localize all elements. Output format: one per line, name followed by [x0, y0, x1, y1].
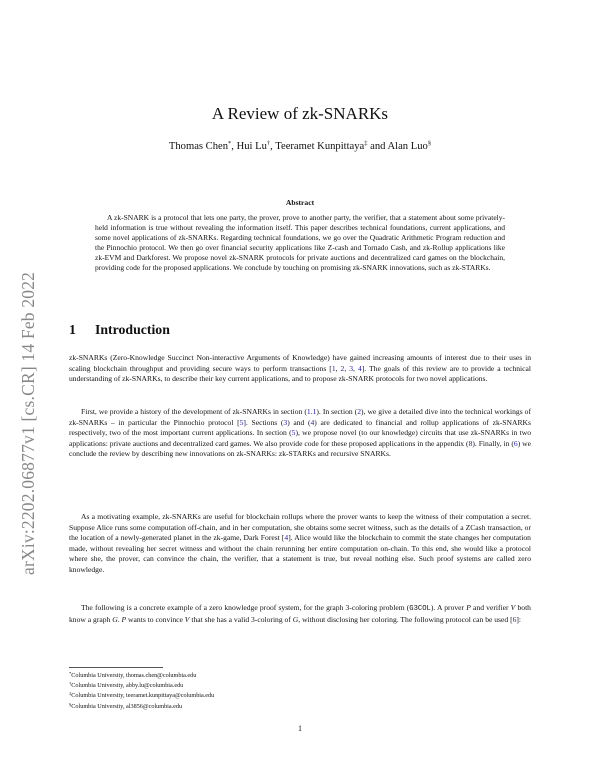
footnote-marker: † — [266, 140, 271, 147]
paragraph-1: zk-SNARKs (Zero-Knowledge Succinct Non-interactive Arguments of Knowledge) have gained increasing amounts of interest due to their uses in scaling blockchain throughput and providing secure ways to perform transactions [1, 2, 3, 4]. The goals of this review are to provide a technical understanding of zk-SNARKs, to describe their key current applications, and to propose zk-SNARK protocols for two novel applications. — [69, 353, 532, 384]
paragraph-3: As a motivating example, zk-SNARKs are useful for blockchain rollups where the prover wants to keep the witness of their computation a secret. Suppose Alice runs some computation off-chain, and in her computation, she obtains some secret witness, such as the details of a ZCash transaction, or the location of a newly-generated planet in the zk-game, Dark Forest [4]. Alice would like the blockchain to commit the state changes her computation made, without revealing her secret witness and without the chain rerunning her entire computation on-chain. To this end, she would like a protocol where she, the prover, can convince the chain, the verifier, that a statement is true, but reveal nothing else. Such proof systems are called zero knowledge. — [69, 512, 531, 574]
paragraph-4: The following is a concrete example of a zero knowledge proof system, for the graph 3-coloring problem (G3COL). A prover P and verifier V both know a graph G. P wants to convince V that she has a valid 3-coloring of G, without disclosing her coloring. The following protocol can be used [6]: — [69, 603, 531, 624]
author-name: Teeramet Kunpittaya — [275, 141, 365, 152]
section-link[interactable]: 2 — [357, 407, 362, 416]
citation-link[interactable]: 4 — [357, 363, 362, 373]
section-number: 1 — [69, 322, 76, 337]
section-link[interactable]: 4 — [310, 417, 315, 427]
section-heading — [69, 322, 170, 338]
citation-link[interactable]: 5 — [239, 417, 244, 427]
footnote: †Columbia University, abby.lu@columbia.edu — [69, 681, 184, 690]
section-title: Introduction — [95, 322, 170, 337]
footnote: ‡Columbia University, teeramet.kunpittaya@columbia.edu — [69, 691, 215, 700]
author-name: Thomas Chen — [168, 141, 229, 152]
section-link[interactable]: 6 — [513, 438, 518, 448]
footnote: *Columbia University, thomas.chen@columbia.edu — [69, 671, 197, 679]
author-name: Alan Luo — [387, 141, 428, 152]
footnotes — [69, 670, 214, 711]
abstract-text: A zk-SNARK is a protocol that lets one party, the prover, prove to another party, the verifier, that a statement about some privately-held information is true without revealing the information itself. This paper describes technical foundations, current applications, and some novel applications of zk-SNARKs. Regarding technical foundations, we go over the Quadratic Arithmetic Program reduction and the Pinnochio protocol. We then go over financial security applications like Z-cash and Tornado Cash, and zk-Rollup applications like zk-EVM and Darkforest. We propose novel zk-SNARK protocols for private auctions and decentralized card games on the blockchain, providing code for the proposed applications. We conclude by touching on promising zk-SNARK innovations, such as zk-STARKs. — [95, 213, 505, 273]
paragraph-2: First, we provide a history of the development of zk-SNARKs in section (1.1). In section (2), we give a detailed dive into the technical workings of zk-SNARKs – in particular the Pinnochio protocol [5]. Sections (3) and (4) are dedicated to financial and rollup applications of zk-SNARKs respectively, two of the most important current applications. In section (5), we propose novel (to our knowledge) circuits that use zk-SNARKs in two applications: private auctions and decentralized card games. We also provide code for these proposed applications in the appendix (8). Finally, in (6) we conclude the review by describing new innovations on zk-SNARKs: zk-STARKs and recursive SNARKs. — [69, 407, 531, 459]
citation-link[interactable]: 3 — [349, 363, 354, 373]
section-link[interactable]: 3 — [283, 417, 288, 427]
paper-title: A Review of zk-SNARKs — [211, 104, 389, 123]
section-link[interactable]: 8 — [468, 438, 473, 448]
section-link[interactable]: 1.1 — [306, 407, 317, 416]
author-name: Hui Lu — [236, 141, 267, 152]
problem-code: G3COL — [409, 605, 431, 613]
page-number: 1 — [298, 724, 302, 733]
footnote-rule — [69, 667, 163, 668]
footnote: §Columbia University, al3856@columbia.edu — [69, 701, 183, 710]
citation-link[interactable]: 2 — [340, 363, 345, 373]
citation-link[interactable]: 1 — [331, 363, 336, 373]
footnote-marker: § — [427, 140, 432, 147]
section-link[interactable]: 5 — [291, 428, 296, 438]
footnote-marker: * — [228, 140, 232, 147]
footnote-marker: ‡ — [364, 140, 368, 147]
citation-link[interactable]: 4 — [284, 533, 289, 543]
citation-link[interactable]: 6 — [512, 614, 517, 624]
arxiv-identifier: arXiv:2202.06877v1 [cs.CR] 14 Feb 2022 — [18, 271, 38, 575]
author-list: Thomas Chen*, Hui Lu†, Teeramet Kunpittaya‡ and Alan Luo§ — [168, 140, 432, 152]
abstract-heading: Abstract — [285, 198, 315, 207]
